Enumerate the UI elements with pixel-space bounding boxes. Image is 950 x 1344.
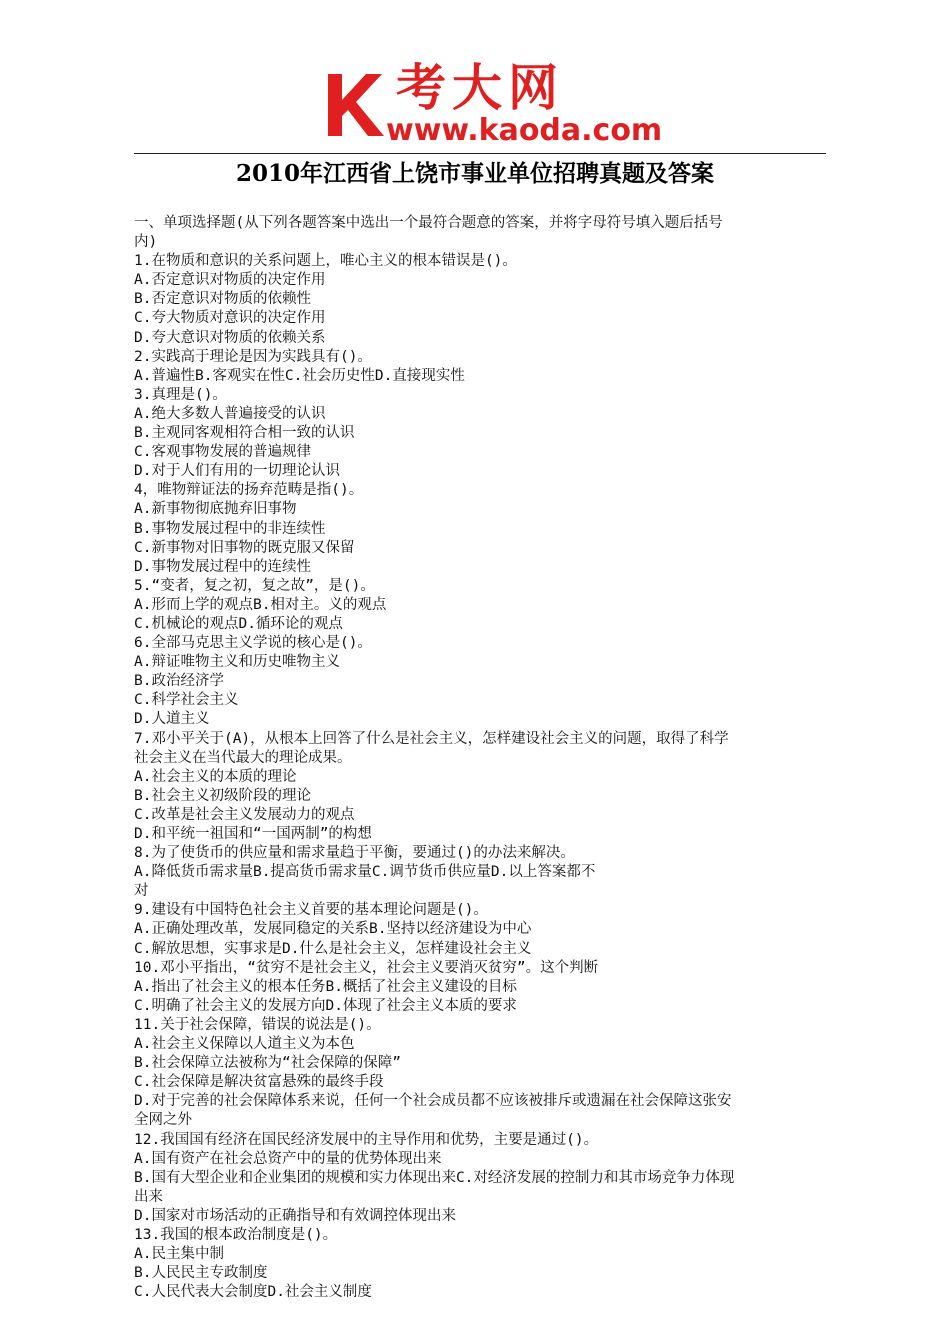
text-line: B.事物发展过程中的非连续性: [134, 520, 326, 537]
text-line: A.辩证唯物主义和历史唯物主义: [134, 654, 340, 671]
text-line: C.明确了社会主义的发展方向D.体现了社会主义本质的要求: [134, 997, 517, 1014]
text-line: C.新事物对旧事物的既克服又保留: [134, 539, 355, 556]
text-line: 一、单项选择题(从下列各题答案中选出一个最符合题意的答案，并将字母符号填入题后括号: [134, 215, 723, 231]
text-line: 12.我国国有经济在国民经济发展中的主导作用和优势，主要是通过()。: [134, 1131, 599, 1148]
text-line: A.绝大多数人普遍接受的认识: [134, 405, 326, 422]
text-line: B.社会主义初级阶段的理论: [134, 787, 311, 804]
text-line: 出来: [134, 1188, 163, 1205]
text-line: A.普遍性B.客观实在性C.社会历史性D.直接现实性: [134, 367, 465, 384]
text-line: 11.关于社会保障，错误的说法是()。: [134, 1016, 381, 1033]
text-line: A.否定意识对物质的决定作用: [134, 272, 326, 289]
text-line: D.国家对市场活动的正确指导和有效调控体现出来: [134, 1207, 456, 1224]
text-line: 8.为了使货币的供应量和需求量趋于平衡，要通过()的办法来解决。: [134, 845, 575, 862]
text-line: A.社会主义保障以人道主义为本色: [134, 1036, 355, 1053]
text-line: B.人民民主专政制度: [134, 1265, 268, 1282]
text-line: 社会主义在当代最大的理论成果。: [134, 749, 352, 766]
text-line: A.降低货币需求量B.提高货币需求量C.调节货币供应量D.以上答案都不: [134, 864, 596, 881]
text-line: 1.在物质和意识的关系问题上，唯心主义的根本错误是()。: [134, 253, 517, 270]
text-line: 13.我国的根本政治制度是()。: [134, 1226, 338, 1243]
text-line: 内): [134, 234, 158, 251]
document-title: 2010年江西省上饶市事业单位招聘真题及答案: [235, 160, 714, 187]
text-line: B.主观同客观相符合相一致的认识: [134, 425, 355, 442]
text-line: D.对于人们有用的一切理论认识: [134, 463, 340, 480]
logo-brand-text: 考大网: [396, 59, 564, 117]
text-line: C.改革是社会主义发展动力的观点: [134, 806, 355, 823]
text-line: C.夸大物质对意识的决定作用: [134, 310, 326, 327]
text-line: 3.真理是()。: [134, 386, 227, 403]
text-line: D.夸大意识对物质的依赖关系: [134, 329, 326, 346]
text-line: 对: [134, 883, 149, 900]
k-logo-icon: [326, 70, 386, 138]
text-line: C.机械论的观点D.循环论的观点: [134, 615, 343, 632]
text-line: A.正确处理改革，发展同稳定的关系B.坚持以经济建设为中心: [134, 921, 532, 938]
text-line: 10.邓小平指出，“贫穷不是社会主义，社会主义要消灭贫穷”。这个判断: [134, 959, 599, 976]
text-line: A.国有资产在社会总资产中的量的优势体现出来: [134, 1150, 442, 1167]
text-line: D.和平统一祖国和“一国两制”的构想: [134, 826, 372, 842]
text-line: A.指出了社会主义的根本任务B.概括了社会主义建设的目标: [134, 978, 517, 995]
text-line: 6.全部马克思主义学说的核心是()。: [134, 635, 372, 652]
text-line: D.对于完善的社会保障体系来说，任何一个社会成员都不应该被排斥或遗漏在社会保障这张安: [134, 1093, 732, 1110]
text-line: A.形而上学的观点B.相对主。义的观点: [134, 596, 387, 613]
text-line: C.社会保障是解决贫富悬殊的最终手段: [134, 1074, 384, 1091]
text-line: 5.“变者，复之初，复之故”，是()。: [134, 577, 375, 594]
kaoda-logo: [326, 59, 663, 150]
text-line: C.人民代表大会制度D.社会主义制度: [134, 1284, 372, 1301]
text-line: 全网之外: [134, 1112, 192, 1129]
text-line: D.事物发展过程中的连续性: [134, 558, 311, 575]
text-line: B.否定意识对物质的依赖性: [134, 291, 311, 308]
text-line: 2.实践高于理论是因为实践具有()。: [134, 348, 372, 365]
header-divider: [134, 153, 826, 154]
text-line: A.民主集中制: [134, 1246, 224, 1263]
text-line: B.社会保障立法被称为“社会保障的保障”: [134, 1055, 401, 1072]
text-line: B.政治经济学: [134, 673, 224, 690]
text-line: C.科学社会主义: [134, 692, 239, 709]
text-line: 7.邓小平关于(A)，从根本上回答了什么是社会主义，怎样建设社会主义的问题，取得了科学: [134, 730, 729, 747]
logo-url-text: www.kaoda.com: [386, 113, 663, 148]
text-line: C.解放思想，实事求是D.什么是社会主义，怎样建设社会主义: [134, 940, 532, 957]
document-body: [134, 214, 826, 1302]
text-line: C.客观事物发展的普遍规律: [134, 444, 311, 461]
text-line: B.国有大型企业和企业集团的规模和实力体现出来C.对经济发展的控制力和其市场竞争力体现: [134, 1169, 735, 1186]
text-line: A.新事物彻底抛弃旧事物: [134, 501, 297, 518]
text-line: 4，唯物辩证法的扬弃范畴是指()。: [134, 482, 364, 499]
text-line: 9.建设有中国特色社会主义首要的基本理论问题是()。: [134, 902, 488, 919]
text-line: D.人道主义: [134, 711, 210, 728]
text-line: A.社会主义的本质的理论: [134, 768, 297, 785]
